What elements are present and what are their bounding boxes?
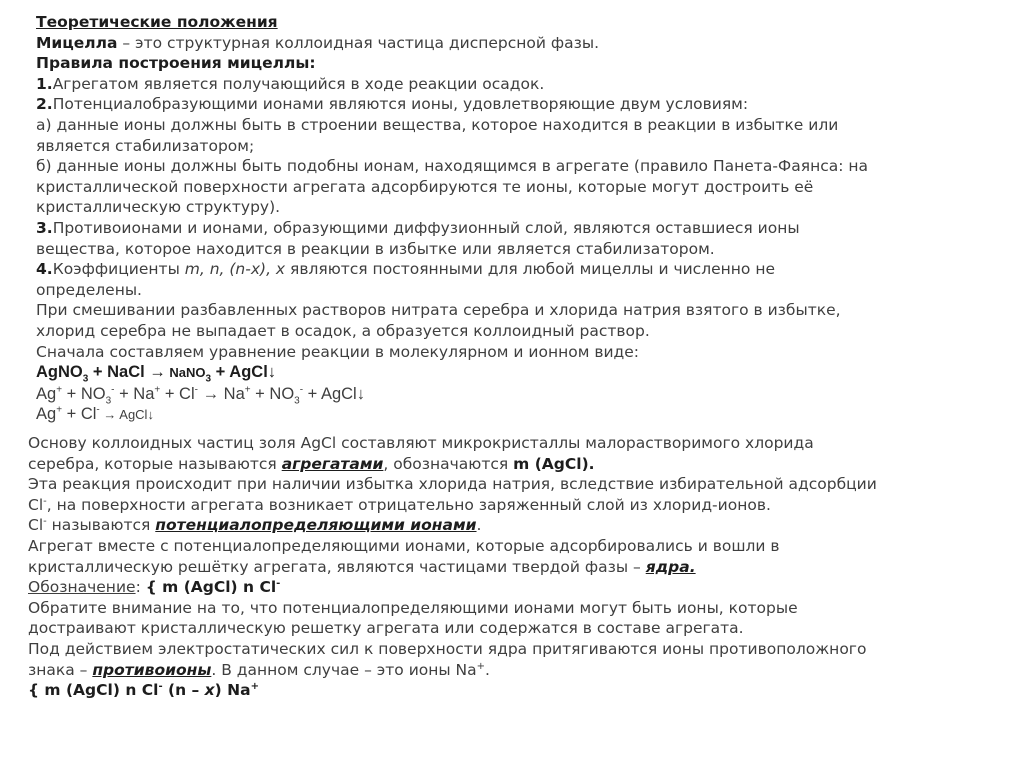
chloride-ion: Cl — [28, 495, 44, 514]
rule-1-text: Агрегатом является получающийся в ходе реакции осадок. — [52, 74, 545, 93]
equation-full-ionic — [36, 384, 1016, 405]
section-heading: Теоретические положения — [36, 13, 278, 31]
b2-l5-text: называются — [46, 516, 156, 535]
rule-3-num: 3. — [36, 218, 53, 237]
micelle-def-text: – это структурная коллоидная частица дисперсной фазы. — [117, 33, 600, 52]
chloride-ion: Cl — [28, 516, 44, 535]
eq2-cl: + Cl — [160, 384, 195, 403]
colloid-explanation — [28, 433, 1018, 701]
b2-l5-period: . — [476, 516, 482, 535]
eq1-nano: NaNO — [165, 365, 206, 381]
rule-4 — [36, 259, 1016, 280]
ion-charge: + — [250, 680, 259, 692]
b2-l7-text: кристаллическую решётку агрегата, являются частицами твердой фазы – — [28, 557, 646, 576]
rule-2b-line-1: б) данные ионы должны быть подобны ионам, находящимся в агрегате (правило Панета-Фаянса: на — [36, 157, 869, 176]
rule-2b-line-3: кристаллическую структуру). — [36, 198, 281, 217]
term-aggregates: агрегатами — [281, 454, 384, 473]
rule-4-text-a: Коэффициенты — [52, 260, 185, 279]
b2-l4-text: , на поверхности агрегата возникает отрицательно заряженный слой из хлорид-ионов. — [46, 495, 771, 514]
rule-4-coefficients: m, n, (n-x), x — [184, 260, 286, 279]
eq2-agcl: + AgCl↓ — [303, 384, 365, 403]
rule-2 — [36, 94, 1016, 115]
rule-2a-line-1: а) данные ионы должны быть в строении вещества, которое находится в реакции в избытке или — [36, 115, 839, 134]
b2-line-7 — [28, 557, 1018, 578]
rule-4-num: 4. — [36, 260, 53, 279]
b2-l2-text-b: , обозначаются — [383, 454, 514, 473]
b2-line-6: Агрегат вместе с потенциалопределяющими ионами, которые адсорбировались и вошли в — [28, 536, 780, 555]
rule-3-line-2: вещества, которое находится в реакции в избытке или является стабилизатором. — [36, 239, 715, 258]
paragraph-1-line-1: При смешивании разбавленных растворов нитрата серебра и хлорида натрия взятого в избытке, — [36, 301, 841, 320]
eq3-agcl: → AgCl↓ — [99, 407, 154, 423]
rule-1 — [36, 74, 1016, 95]
micelle-term: Мицелла — [36, 33, 118, 52]
eq1-agno: AgNO — [36, 363, 83, 382]
eq1-sub2: 3 — [205, 373, 212, 385]
term-counterions: противоионы — [92, 660, 212, 679]
term-nucleus: ядра. — [645, 557, 696, 576]
equation-molecular — [36, 362, 1016, 384]
eq2-sup: + — [154, 384, 161, 396]
b2-line-4 — [28, 495, 1018, 516]
eq1-arrow: → — [149, 363, 166, 382]
eq2-sup: + — [244, 384, 251, 396]
b2-line-10: достраивают кристаллическую решетку агрегата или содержатся в составе агрегата. — [28, 619, 744, 638]
formula-part-b: (n – — [162, 681, 205, 700]
b2-l12-text: знака – — [28, 660, 93, 679]
b2-line-11: Под действием электростатических сил к поверхности ядра притягиваются ионы противоположного — [28, 639, 867, 658]
eq2-arrow-na: → Na — [197, 384, 245, 403]
eq3-ag: Ag — [36, 405, 57, 424]
eq2-sup: - — [194, 384, 198, 396]
ion-charge: - — [43, 495, 47, 507]
ion-charge: - — [158, 680, 163, 692]
micelle-definition — [36, 33, 1016, 54]
b2-line-1: Основу коллоидных частиц золя AgCl составляют микрокристаллы малорастворимого хлорида — [28, 434, 814, 452]
rule-2b-line-2: кристаллической поверхности агрегата адсорбируются те ионы, которые могут достроить её — [36, 177, 814, 196]
eq3-cl: + Cl — [62, 405, 97, 424]
rule-4-text-b: являются постоянными для любой мицеллы и численно не — [285, 260, 775, 279]
eq2-sup: - — [299, 384, 304, 396]
rule-4-line-2: определены. — [36, 280, 142, 299]
paragraph-1-line-2: хлорид серебра не выпадает в осадок, а образуется коллоидный раствор. — [36, 321, 650, 340]
formula-x: x — [204, 681, 215, 700]
ion-charge: - — [276, 578, 281, 589]
eq1-nacl: + NaCl — [88, 363, 150, 382]
eq2-ag: Ag — [36, 384, 57, 403]
theory-section — [36, 12, 1016, 426]
rule-3-text: Противоионами и ионами, образующими диффузионный слой, являются оставшиеся ионы — [52, 218, 800, 237]
eq2-no: + NO — [62, 384, 106, 403]
b2-line-5 — [28, 515, 1018, 536]
paragraph-2: Сначала составляем уравнение реакции в молекулярном и ионном виде: — [36, 342, 640, 361]
b2-l12-text-b: . В данном случае – это ионы Na — [211, 660, 477, 679]
rule-2-num: 2. — [36, 95, 53, 114]
ion-charge: - — [43, 516, 47, 528]
aggregate-formula: m (AgCl). — [513, 454, 595, 473]
nucleus-formula: { m (AgCl) n Cl — [145, 578, 277, 597]
rule-1-num: 1. — [36, 74, 53, 93]
formula-part-c: ) Na — [214, 681, 251, 700]
eq1-agcl: + AgCl↓ — [211, 363, 277, 382]
eq2-sub: 3 — [294, 394, 300, 406]
equation-short-ionic — [36, 404, 1016, 426]
ion-charge: + — [476, 660, 486, 672]
b2-line-2 — [28, 454, 1018, 475]
eq2-no2: + NO — [250, 384, 295, 403]
rule-2a-line-2: является стабилизатором; — [36, 136, 255, 155]
rules-title: Правила построения мицеллы: — [36, 54, 316, 73]
eq2-sup: + — [56, 384, 63, 396]
eq2-sup: - — [111, 384, 115, 396]
formula-part-a: { m (AgCl) n Cl — [28, 681, 159, 700]
notation-label: Обозначение — [28, 578, 136, 597]
b2-l12-period: . — [485, 660, 490, 679]
notation-colon: : — [135, 578, 146, 597]
eq1-sub: 3 — [82, 373, 89, 385]
rule-2-text: Потенциалобразующими ионами являются ионы, удовлетворяющие двум условиям: — [52, 95, 749, 114]
eq3-sup: + — [56, 404, 63, 416]
eq3-sup: - — [96, 404, 100, 416]
b2-line-3: Эта реакция происходит при наличии избытка хлорида натрия, вследствие избирательной адсорбции — [28, 475, 877, 494]
b2-line-8 — [28, 577, 1018, 598]
rule-3 — [36, 218, 1016, 239]
b2-line-12 — [28, 660, 1018, 681]
eq2-sub: 3 — [105, 394, 112, 406]
eq2-na: + Na — [114, 384, 155, 403]
micelle-formula — [28, 680, 1018, 701]
term-potential-ions: потенциалопределяющими ионами — [155, 516, 477, 535]
b2-l2-text: серебра, которые называются — [28, 454, 282, 473]
b2-line-9: Обратите внимание на то, что потенциалопределяющими ионами могут быть ионы, которые — [28, 598, 798, 617]
